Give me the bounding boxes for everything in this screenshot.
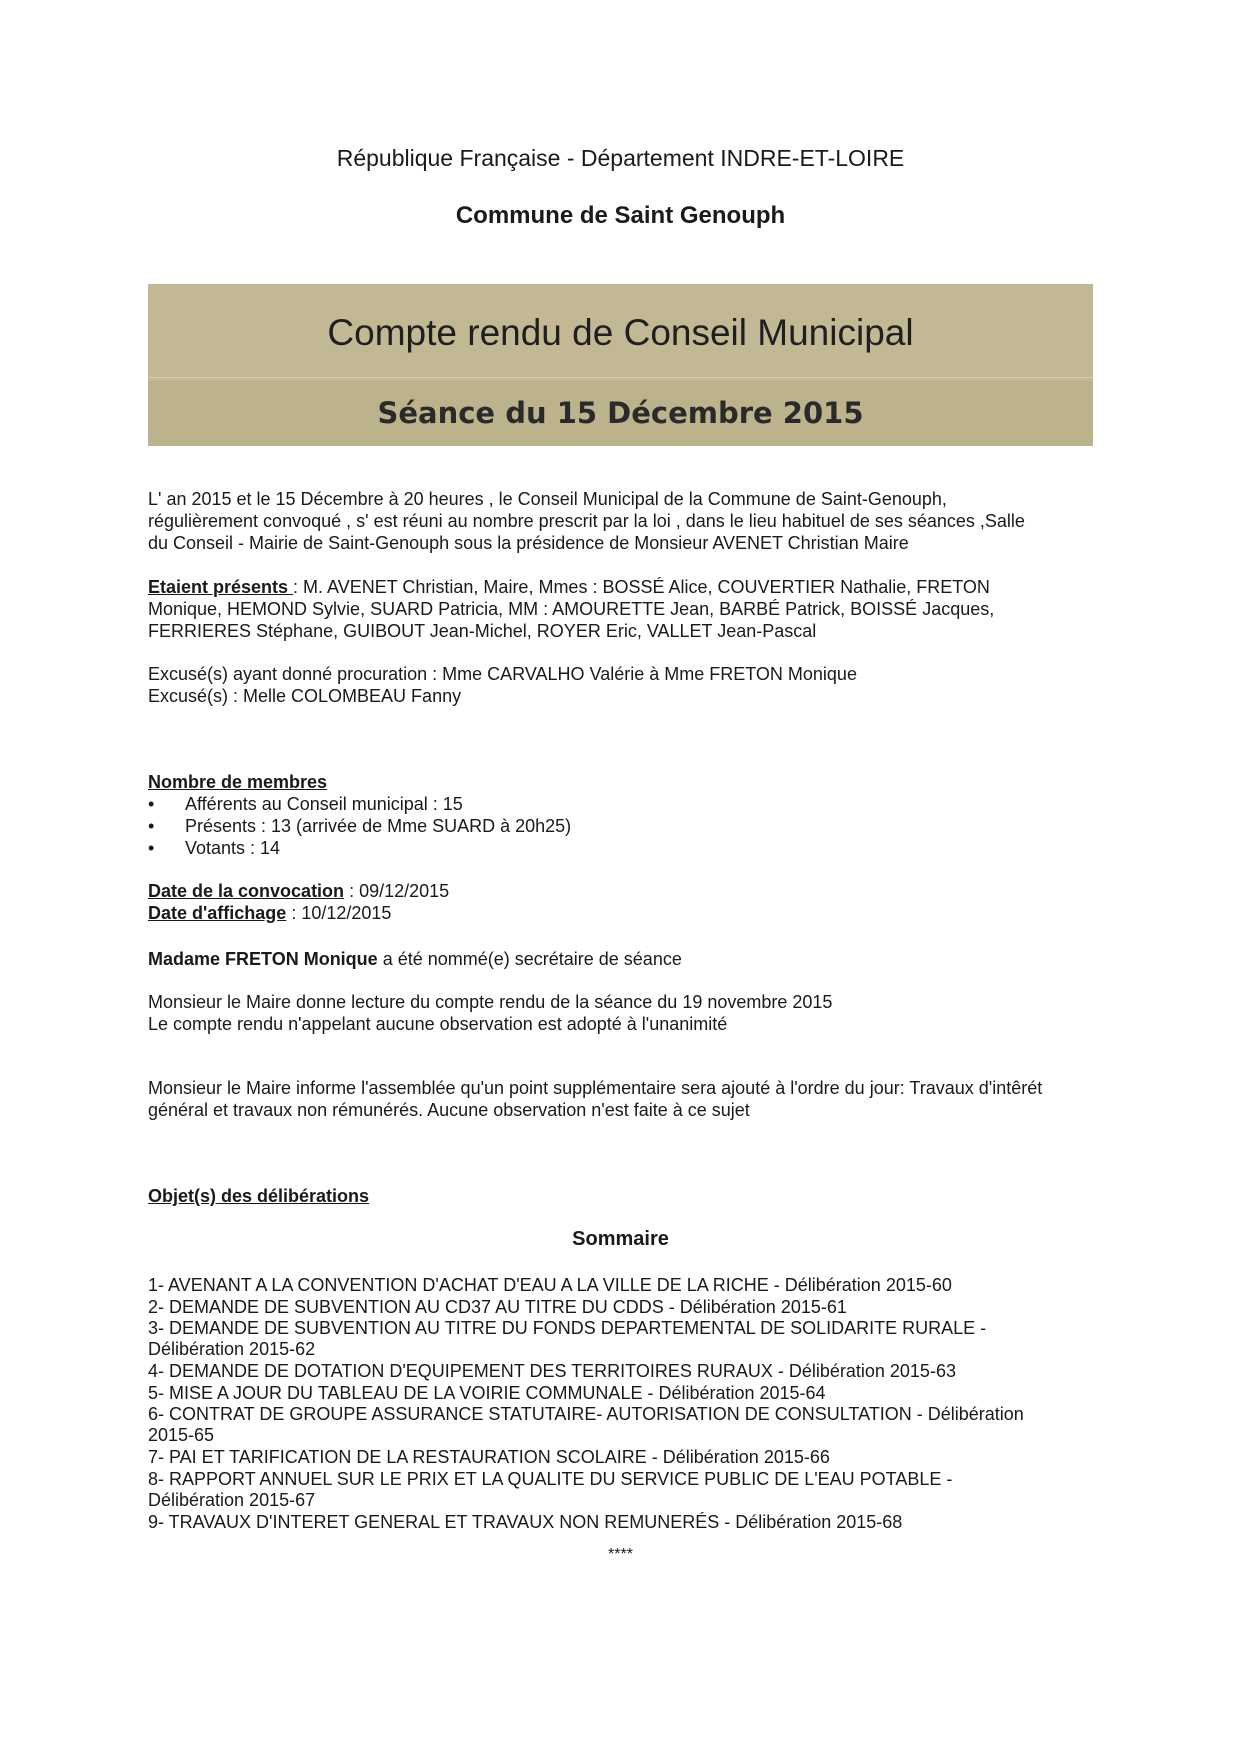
intro-line-3: du Conseil - Mairie de Saint-Genouph sous la présidence de Monsieur AVENET Christian Maire [148, 533, 909, 553]
sommaire-line: 8- RAPPORT ANNUEL SUR LE PRIX ET LA QUALITE DU SERVICE PUBLIC DE L'EAU POTABLE - [148, 1469, 953, 1489]
date-affichage-label: Date d'affichage [148, 903, 287, 923]
presents-text-1: : M. AVENET Christian, Maire, Mmes : BOSSÉ Alice, COUVERTIER Nathalie, FRETON [293, 577, 990, 597]
banner-divider [148, 377, 1093, 378]
secretaire-name: Madame FRETON Monique [148, 949, 378, 969]
secretaire-line [148, 949, 1098, 971]
sommaire-line: 2- DEMANDE DE SUBVENTION AU CD37 AU TITRE DU CDDS - Délibération 2015-61 [148, 1297, 847, 1317]
sommaire-title: Sommaire [572, 1228, 669, 1250]
sommaire-line: 1- AVENANT A LA CONVENTION D'ACHAT D'EAU A LA VILLE DE LA RICHE - Délibération 2015-60 [148, 1275, 952, 1295]
bullet-icon: • [148, 816, 155, 836]
presents-label: Etaient présents [148, 577, 294, 597]
session-date-band [148, 381, 1093, 446]
intro-line-1: L' an 2015 et le 15 Décembre à 20 heures , le Conseil Municipal de la Commune de Saint-Genouph, [148, 489, 947, 509]
sommaire-line: 5- MISE A JOUR DU TABLEAU DE LA VOIRIE COMMUNALE - Délibération 2015-64 [148, 1383, 826, 1403]
sommaire-line: Délibération 2015-62 [148, 1339, 316, 1359]
document-title: Compte rendu de Conseil Municipal [327, 312, 914, 353]
membres-votants: Votants : 14 [185, 838, 281, 858]
membres-label: Nombre de membres [148, 772, 328, 792]
information-line-2: général et travaux non rémunérés. Aucune observation n'est faite à ce sujet [148, 1100, 750, 1120]
sommaire-line: 9- TRAVAUX D'INTERET GENERAL ET TRAVAUX NON REMUNERÉS - Délibération 2015-68 [148, 1512, 903, 1532]
objets-label: Objet(s) des délibérations [148, 1186, 370, 1206]
session-date: Séance du 15 Décembre 2015 [377, 396, 864, 430]
sommaire-line: 6- CONTRAT DE GROUPE ASSURANCE STATUTAIRE- AUTORISATION DE CONSULTATION - Délibération [148, 1404, 1024, 1424]
objets-heading [148, 1186, 1098, 1208]
information-line-1: Monsieur le Maire informe l'assemblée qu'un point supplémentaire sera ajouté à l'ordre du jour: Travaux d'intêrét [148, 1078, 1043, 1098]
presents-line-2: Monique, HEMOND Sylvie, SUARD Patricia, MM : AMOURETTE Jean, BARBÉ Patrick, BOISSÉ Jacques, [148, 599, 995, 619]
lecture-line-2: Le compte rendu n'appelant aucune observation est adopté à l'unanimité [148, 1014, 728, 1034]
intro-line-2: régulièrement convoqué , s' est réuni au nombre prescrit par la loi , dans le lieu habituel de ses séances ,Salle [148, 511, 1025, 531]
sommaire-line: 3- DEMANDE DE SUBVENTION AU TITRE DU FONDS DEPARTEMENTAL DE SOLIDARITE RURALE - [148, 1318, 987, 1338]
date-convocation-value: : 09/12/2015 [344, 881, 450, 901]
title-banner [148, 284, 1093, 446]
bullet-icon: • [148, 838, 155, 858]
excuse-procuration: Excusé(s) ayant donné procuration : Mme CARVALHO Valérie à Mme FRETON Monique [148, 664, 857, 684]
sommaire-line: Délibération 2015-67 [148, 1490, 316, 1510]
date-affichage-value: : 10/12/2015 [286, 903, 392, 923]
sommaire-line: 2015-65 [148, 1425, 215, 1445]
excuse-absent: Excusé(s) : Melle COLOMBEAU Fanny [148, 686, 462, 706]
sommaire-line: 4- DEMANDE DE DOTATION D'EQUIPEMENT DES TERRITOIRES RURAUX - Délibération 2015-63 [148, 1361, 956, 1381]
membres-heading [148, 772, 1098, 794]
bullet-icon: • [148, 794, 155, 814]
secretaire-text: a été nommé(e) secrétaire de séance [377, 949, 682, 969]
membres-presents: Présents : 13 (arrivée de Mme SUARD à 20h25) [185, 816, 572, 836]
lecture-line-1: Monsieur le Maire donne lecture du compte rendu de la séance du 19 novembre 2015 [148, 992, 833, 1012]
sommaire-line: 7- PAI ET TARIFICATION DE LA RESTAURATION SCOLAIRE - Délibération 2015-66 [148, 1447, 830, 1467]
date-convocation-label: Date de la convocation [148, 881, 345, 901]
date-convocation [148, 881, 1098, 903]
section-separator: **** [608, 1546, 633, 1563]
presents-line-3: FERRIERES Stéphane, GUIBOUT Jean-Michel, ROYER Eric, VALLET Jean-Pascal [148, 621, 817, 641]
membres-afferents: Afférents au Conseil municipal : 15 [185, 794, 463, 814]
republic-heading: République Française - Département INDRE-ET-LOIRE [336, 145, 905, 171]
presents-line-1 [148, 577, 1098, 599]
commune-heading: Commune de Saint Genouph [455, 202, 786, 229]
date-affichage [148, 903, 1098, 925]
